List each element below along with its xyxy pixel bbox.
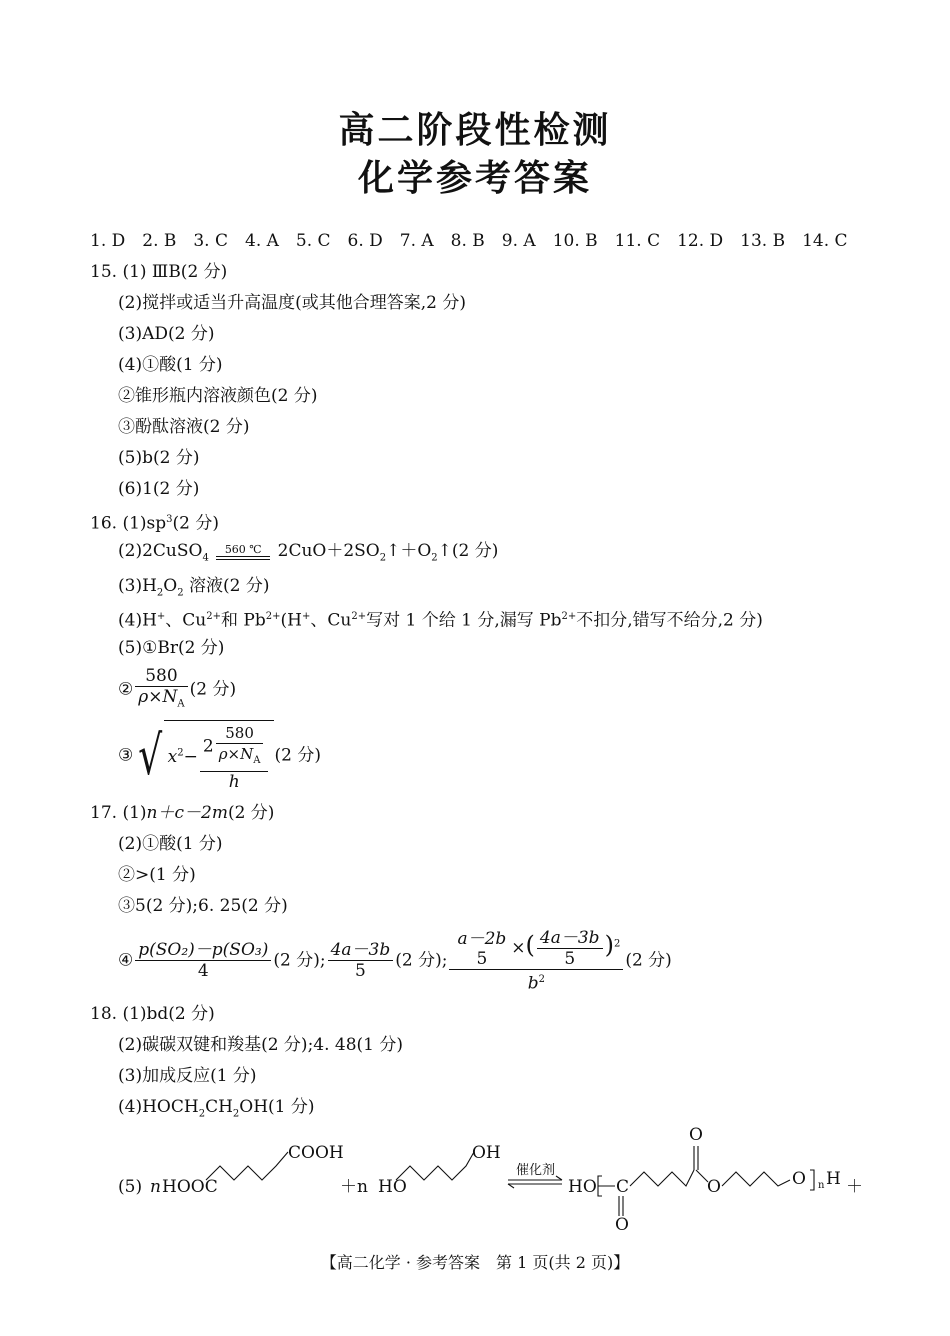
product-c: C: [616, 1177, 630, 1197]
reactant-oh: OH: [472, 1143, 501, 1163]
plus-n: ＋n: [340, 1177, 368, 1197]
reactant-hooc: HOOC: [162, 1177, 218, 1197]
product-ho: HO: [568, 1177, 597, 1197]
q16-p4: (4)H+、$Cu^{2+}$和 $Pb^{2+}(H^+$、$Cu^{2+}$写对 1 个给 1 分,漏写 $Pb^{2+}$不扣分,错写不给分,2 分): [118, 610, 763, 631]
product-n: n: [818, 1180, 825, 1191]
q17-p2: (2)①酸(1 分): [118, 834, 223, 854]
q15-p4b: ②锥形瓶内溶液颜色(2 分): [118, 386, 318, 406]
q17-p2d-formulas: ④ $\frac{\text{p(SO₂)－p(SO₃)}}{4}$ (2 分); $\frac{4a-3b}{5}$ (2 分); a－2b 5 ×( $\frac{4a-3b}{5}$ )$^2$ $b^2$ (2 分): [118, 928, 672, 994]
q18-p5-reaction: [110, 1120, 870, 1240]
q15-p2: (2)搅拌或适当升高温度(或其他合理答案,2 分): [118, 293, 466, 313]
product-h: H: [826, 1169, 841, 1189]
q15-p4c: ③酚酞溶液(2 分): [118, 417, 250, 437]
q15-p3: (3)AD(2 分): [118, 324, 215, 344]
sqrt-sign: √: [138, 724, 163, 787]
product-o-top: O: [689, 1125, 703, 1145]
q18-p1: 18. (1)bd(2 分): [90, 1004, 215, 1024]
page-title-line2: 化学参考答案: [357, 158, 592, 199]
q15-p4: (4)①酸(1 分): [118, 355, 223, 375]
q16-p5c-formula: ③√ $x^2-$ 2 $\frac{580}{\rho\times N_A}$ h (2 分): [118, 720, 321, 792]
q17-p2b: ②>(1 分): [118, 865, 196, 885]
sqrt-content: $x^2-$ 2 $\frac{580}{\rho\times N_A}$ h: [164, 720, 275, 792]
reaction-condition: 560 ℃: [216, 544, 270, 560]
q18-p3: (3)加成反应(1 分): [118, 1066, 257, 1086]
q17-p1: 17. (1)n＋c－2m(2 分): [90, 803, 275, 823]
product-o-mid: O: [707, 1177, 721, 1197]
q15-p1: 15. (1) ⅢB(2 分): [90, 262, 228, 282]
density-fraction: $\frac{580}{\rho\times N_A}$: [135, 666, 187, 714]
reaction-coefficient: n: [150, 1177, 161, 1197]
trailing-plus: ＋: [846, 1177, 863, 1197]
catalyst-label: 催化剂: [516, 1163, 556, 1178]
q15-p6: (6)1(2 分): [118, 479, 200, 499]
reaction-label: (5): [118, 1177, 143, 1197]
kp-fraction: a－2b 5 ×( $\frac{4a-3b}{5}$ )$^2$ $b^2$: [449, 928, 623, 994]
page-title-line1: 高二阶段性检测: [338, 110, 612, 151]
q16-p2-equation: (2)2CuSO$_4$ 560 ℃ $2CuO+2SO_2↑+O_2↑(2$ 分): [118, 541, 499, 564]
q16-p5b-formula: ② $\frac{580}{\rho\times N_A}$ (2 分): [118, 666, 236, 714]
q18-p2: (2)碳碳双键和羧基(2 分);4. 48(1 分): [118, 1035, 404, 1055]
reactant-cooh: COOH: [288, 1143, 344, 1163]
q16-p3: $(3)H_2O_2$ 溶液(2 分): [118, 576, 270, 599]
mc-answers: 1. D 2. B 3. C 4. A 5. C 6. D 7. A 8. B 9. A 10. B 11. C 12. D 13. B 14. C: [90, 231, 848, 251]
q15-p5: (5)b(2 分): [118, 448, 200, 468]
q18-p4: $(4)HOCH_2CH_2OH(1$ 分): [118, 1097, 315, 1120]
q17-p2c: ③5(2 分);6. 25(2 分): [118, 896, 288, 916]
page-footer: 【高二化学 · 参考答案 第 1 页(共 2 页)】: [320, 1253, 630, 1272]
product-o-bottom: O: [615, 1215, 629, 1235]
q16-p1: 16. $(1)sp^3(2$ 分): [90, 513, 219, 534]
q16-p5: (5)①Br(2 分): [118, 638, 225, 658]
product-o-end: O: [792, 1169, 806, 1189]
reactant-ho: HO: [378, 1177, 407, 1197]
